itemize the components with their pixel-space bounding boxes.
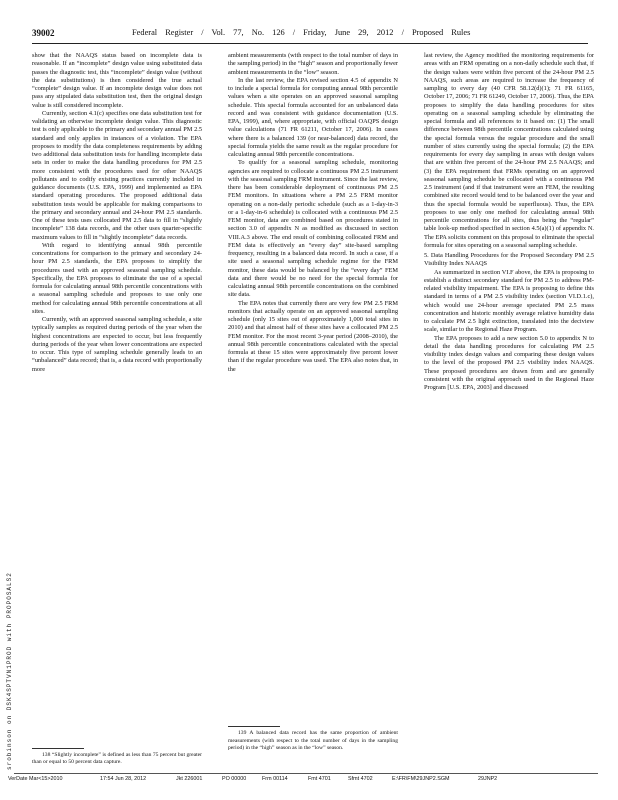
- text-column-3: [424, 52, 594, 766]
- paragraph: In the last review, the EPA revised section 4.5 of appendix N to include a special formula for computing annual 98th percentile values when a site operates on an approved seasonal sampling schedule. This special formula accounted for an unbalanced data record and was consistent with guidance documentation (U.S. EPA, 1999), and, where appropriate, with official OAQPS design value calculations (71 FR 61211, October 17, 2006). In cases where there is a balanced 139 (or near-balanced) data record, the special formula yields the same result as the regular procedure for calculating annual 98th percentile concentrations.: [228, 76, 398, 158]
- paragraph: With regard to identifying annual 98th percentile concentrations for comparison to the primary and secondary 24-hour PM 2.5 standards, the EPA proposes to simplify the procedures used with an approved seasonal sampling schedule. Specifically, the EPA proposes to eliminate the use of a special formula for calculating annual 98th percentile concentrations with a seasonal sampling schedule and proposes to use only one method for calculating annual 98th percentile concentrations at all sites.: [32, 241, 202, 315]
- paragraph: last review, the Agency modified the monitoring requirements for areas with an FRM operating on a non-daily schedule such that, if the design values were within five percent of the 24-hour PM 2.5 NAAQS, such areas are required to increase the frequency of sampling to every day (40 CFR 58.12(d)(1); 71 FR 61165, October 17, 2006; 71 FR 61249, October 17, 2006). Thus, the EPA proposes to simplify the data handling procedures for sites operating on a seasonal sampling schedule by eliminating the special formula and all references to it based on: (1) The small difference between 98th percentile concentrations calculated using the special formula versus the regular procedure and the small number of sites currently using the special formula; (2) the EPA requirements for every day sampling in areas with design values that are within five percent of the 24-hour PM 2.5 NAAQS; and (3) the EPA requirement that FRMs operating on an approved seasonal sampling schedule be collocated with a continuous PM 2.5 instrument (and if that instrument were an FEM, the resulting combined site record would tend to be balanced over the year and thus the special formula would be superfluous). Thus, the EPA proposes to use only one method for calculating annual 98th percentile concentrations for all sites, thus being the “regular” table look-up method specified in section 4.5(a)(1) of appendix N. The EPA solicits comment on this proposal to eliminate the special formula for sites operating on a seasonal sampling schedule.: [424, 52, 594, 249]
- paragraph: The EPA proposes to add a new section 5.0 to appendix N to detail the data handling procedures for calculating PM 2.5 visibility index design values and comparing these design values to the level of the proposed PM 2.5 visibility index NAAQS. These proposed procedures are drawn from and are generally consistent with the original approach used in the Regional Haze Program [U.S. EPA, 2003] and discussed: [424, 334, 594, 391]
- column-1-body: [32, 52, 202, 374]
- footer-fmt: Fmt 4701: [308, 776, 331, 782]
- footer-jkt: Jkt 226001: [176, 776, 203, 782]
- page-footer: [8, 776, 598, 786]
- footnote-139: 139 A balanced data record has the same proportion of ambient measurements (with respect to the total number of days in the sampling period) in the “high” season as in the “low” season.: [228, 730, 398, 751]
- paragraph: show that the NAAQS status based on incomplete data is reasonable. If an “incomplete” design value using substituted data passes the diagnostic test, this “incomplete” design value (without the data substitutions) is then considered the true actual “complete” design value. If an incomplete design value does not pass any stipulated data substitution test, then the original design value is still considered incomplete.: [32, 52, 202, 109]
- footnote-138: 138 “Slightly incomplete” is defined as less than 75 percent but greater than or equal to 50 percent data capture.: [32, 751, 202, 765]
- footnotes: [32, 748, 202, 766]
- footer-frm: Frm 00114: [262, 776, 288, 782]
- footer-sfmt: Sfmt 4702: [348, 776, 373, 782]
- page-header: [32, 28, 588, 42]
- footer-file: E:\FR\FM\29JNP2.SGM: [392, 776, 450, 782]
- paragraph: To qualify for a seasonal sampling schedule, monitoring agencies are required to collocate a continuous PM 2.5 instrument with the seasonal sampling FRM instrument. Since the last review, there has been considerable deployment of continuous PM 2.5 FEM monitors. In situations where a PM 2.5 FRM monitor operating on a non-daily periodic schedule (such as a 1-day-in-3 or a 1-day-in-6 schedule) is collocated with a continuous PM 2.5 FEM monitor, data are combined based on procedures stated in section 3.0 of appendix N as modified as discussed in section VIII.A.3 above. The end result of combining collocated FRM and FEM data is effectively an “every day” site-based sampling frequency, resulting in a balanced data record. In such a case, if a site used a seasonal sampling schedule regime for the FRM monitor, these data would be balanced by the “every day” FEM data and there would be no need for the special formula for calculating annual 98th percentile concentrations on the combined site data.: [228, 159, 398, 299]
- footer-po: PO 00000: [222, 776, 247, 782]
- text-column-2: [228, 52, 398, 752]
- column-2-body: [228, 52, 398, 374]
- footnotes: [228, 726, 398, 752]
- footnote-rule: [32, 748, 84, 749]
- header-rule: [32, 43, 588, 44]
- footer-rule: [14, 773, 598, 774]
- paragraph: The EPA notes that currently there are very few PM 2.5 FRM monitors that actually operate on an approved seasonal sampling schedule (only 15 sites out of approximately 1,000 total sites in 2010) and that almost half of these sites have a collocated PM 2.5 FEM monitor. For the most recent 3-year period (2008–2010), the annual 98th percentile concentrations calculated with the special formula at these 15 sites were approximately five percent lower than if the regular procedure was used. The EPA also notes that, in the: [228, 299, 398, 373]
- page-number: 39002: [32, 28, 55, 38]
- margin-production-code: srobinson on DSK4SPTVN1PROD with PROPOSALS2: [6, 572, 13, 770]
- footnote-rule: [228, 726, 280, 727]
- footer-time: 17:54 Jun 28, 2012: [100, 776, 147, 782]
- running-header: Federal Register / Vol. 77, No. 126 / Friday, June 29, 2012 / Proposed Rules: [132, 28, 471, 37]
- footer-verdate: VerDate Mar<15>2010: [8, 776, 63, 782]
- paragraph: Currently, with an approved seasonal sampling schedule, a site typically samples as required during periods of the year when the highest concentrations are expected to occur, but less frequently during periods of the year when lower concentrations are expected to occur. This type of sampling schedule generally leads to an “unbalanced” data record; that is, a data record with proportionally more: [32, 316, 202, 373]
- paragraph: As summarized in section VI.F above, the EPA is proposing to establish a distinct secondary standard for PM 2.5 to address PM-related visibility impairment. The EPA is proposing to define this standard in terms of a PM 2.5 visibility index (section VI.D.1.c), which would use 24-hour average speciated PM 2.5 mass concentration and historic monthly average relative humidity data to calculate PM 2.5 light extinction, translated into the deciview scale, similar to the Regional Haze Program.: [424, 268, 594, 334]
- footer-code: 29JNP2: [478, 776, 498, 782]
- paragraph: Currently, section 4.1(c) specifies one data substitution test for validating an otherwise incomplete design value. This diagnostic test is only applicable to the primary and secondary annual PM 2.5 standard and only applies in instances of a violation. The EPA proposes to modify the data completeness requirements by adding two additional data substitution tests for handling incomplete data sets in order to make the data handling procedures for PM 2.5 more consistent with the procedures used for other NAAQS pollutants and to codify existing practices currently included in guidance documents (U.S. EPA, 1999) and implemented as EPA standard operating procedures. The proposed additional data substitution tests would be applicable for making comparisons to the primary and secondary annual and 24-hour PM 2.5 standards. One of these tests uses collocated PM 2.5 data to fill in “slightly incomplete” 138 data records, and the other uses quarter-specific maximum values to fill in “slightly incomplete” data records.: [32, 109, 202, 241]
- section-heading: 5. Data Handling Procedures for the Proposed Secondary PM 2.5 Visibility Index NAAQS: [424, 252, 594, 268]
- text-column-1: [32, 52, 202, 766]
- paragraph: ambient measurements (with respect to the total number of days in the sampling period) in the “high” season and proportionally fewer ambient measurements in the “low” season.: [228, 52, 398, 76]
